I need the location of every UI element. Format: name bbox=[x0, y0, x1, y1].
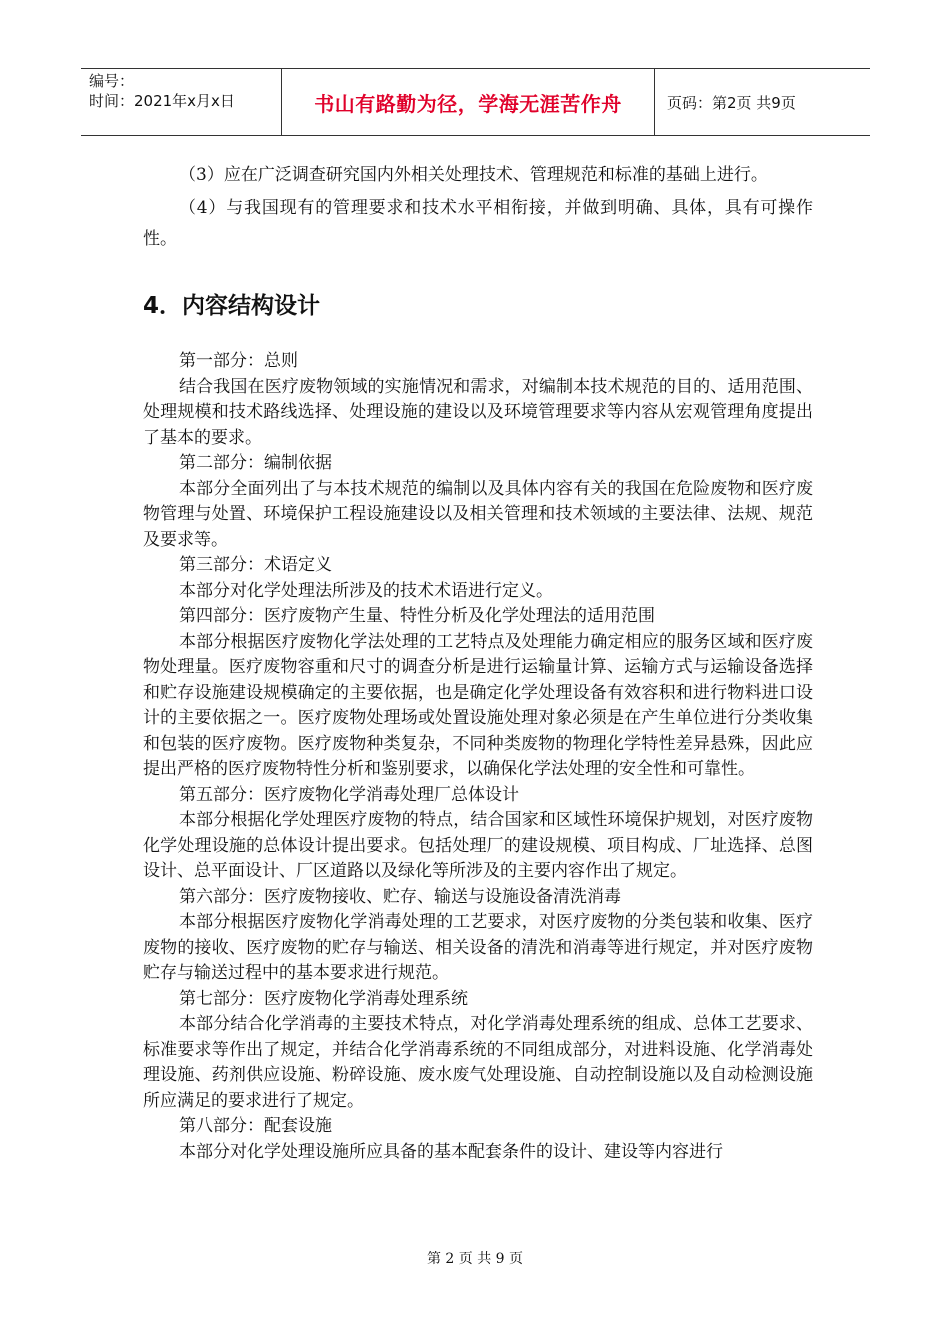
part-title: 第五部分：医疗废物化学消毒处理厂总体设计 bbox=[179, 784, 519, 805]
document-body bbox=[143, 160, 813, 1165]
part-title: 第四部分：医疗废物产生量、特性分析及化学处理法的适用范围 bbox=[179, 606, 655, 626]
part-title: 第一部分：总则 bbox=[179, 351, 298, 371]
document-number-label: 编号： bbox=[89, 72, 135, 90]
part-title: 第二部分：编制依据 bbox=[179, 453, 332, 473]
part-body: 本部分对化学处理法所涉及的技术术语进行定义。 bbox=[179, 580, 553, 601]
part-title: 第七部分：医疗废物化学消毒处理系统 bbox=[179, 988, 468, 1009]
section-content bbox=[143, 349, 813, 1165]
part-body: 本部分对化学处理设施所应具备的基本配套条件的设计、建设等内容进行 bbox=[179, 1141, 723, 1162]
section-heading: 4．内容结构设计 bbox=[143, 293, 321, 319]
intro-item-3: （3）应在广泛调查研究国内外相关处理技术、管理规范和标准的基础上进行。 bbox=[179, 165, 768, 185]
part-body: 本部分根据化学处理医疗废物的特点，结合国家和区域性环境保护规划，对医疗废物化学处理设施的总体设计提出要求。包括处理厂的建设规模、项目构成、厂址选择、总图设计、总平面设计、厂区道路以及绿化等所涉及的主要内容作出了规定。 bbox=[143, 810, 813, 881]
page-footer: 第 2 页 共 9 页 bbox=[426, 1251, 524, 1267]
part-title: 第三部分：术语定义 bbox=[179, 555, 332, 575]
header-page-info: 页码：第2页 共9页 bbox=[667, 93, 796, 112]
part-title: 第八部分：配套设施 bbox=[179, 1116, 332, 1136]
header-motto: 书山有路勤为径，学海无涯苦作舟 bbox=[282, 69, 655, 135]
page-header bbox=[81, 68, 870, 136]
intro-item-4: （4）与我国现有的管理要求和技术水平相衔接，并做到明确、具体，具有可操作性。 bbox=[143, 198, 813, 249]
part-body: 结合我国在医疗废物领域的实施情况和需求，对编制本技术规范的目的、适用范围、处理规模和技术路线选择、处理设施的建设以及环境管理要求等内容从宏观管理角度提出了基本的要求。 bbox=[143, 376, 813, 448]
part-body: 本部分根据医疗废物化学消毒处理的工艺要求，对医疗废物的分类包装和收集、医疗废物的接收、医疗废物的贮存与输送、相关设备的清洗和消毒等进行规定，并对医疗废物贮存与输送过程中的基本要求进行规范。 bbox=[143, 912, 813, 983]
part-body: 本部分全面列出了与本技术规范的编制以及具体内容有关的我国在危险废物和医疗废物管理与处置、环境保护工程设施建设以及相关管理和技术领域的主要法律、法规、规范及要求等。 bbox=[143, 478, 813, 550]
part-body: 本部分结合化学消毒的主要技术特点，对化学消毒处理系统的组成、总体工艺要求、标准要求等作出了规定，并结合化学消毒系统的不同组成部分，对进料设施、化学消毒处理设施、药剂供应设施、粉碎设施、废水废气处理设施、自动控制设施以及自动检测设施所应满足的要求进行了规定。 bbox=[143, 1014, 813, 1111]
header-meta bbox=[81, 69, 282, 135]
part-body: 本部分根据医疗废物化学法处理的工艺特点及处理能力确定相应的服务区域和医疗废物处理量。医疗废物容重和尺寸的调查分析是进行运输量计算、运输方式与运输设备选择和贮存设施建设规模确定的主要依据，也是确定化学处理设备有效容积和进行物料进口设计的主要依据之一。医疗废物处理场或处置设施处理对象必须是在产生单位进行分类收集和包装的医疗废物。医疗废物种类复杂，不同种类废物的物理化学特性差异悬殊，因此应提出严格的医疗废物特性分析和鉴别要求，以确保化学法处理的安全性和可靠性。 bbox=[143, 631, 813, 779]
document-time-label: 时间：2021年x月x日 bbox=[89, 92, 235, 110]
part-title: 第六部分：医疗废物接收、贮存、输送与设施设备清洗消毒 bbox=[179, 886, 621, 907]
